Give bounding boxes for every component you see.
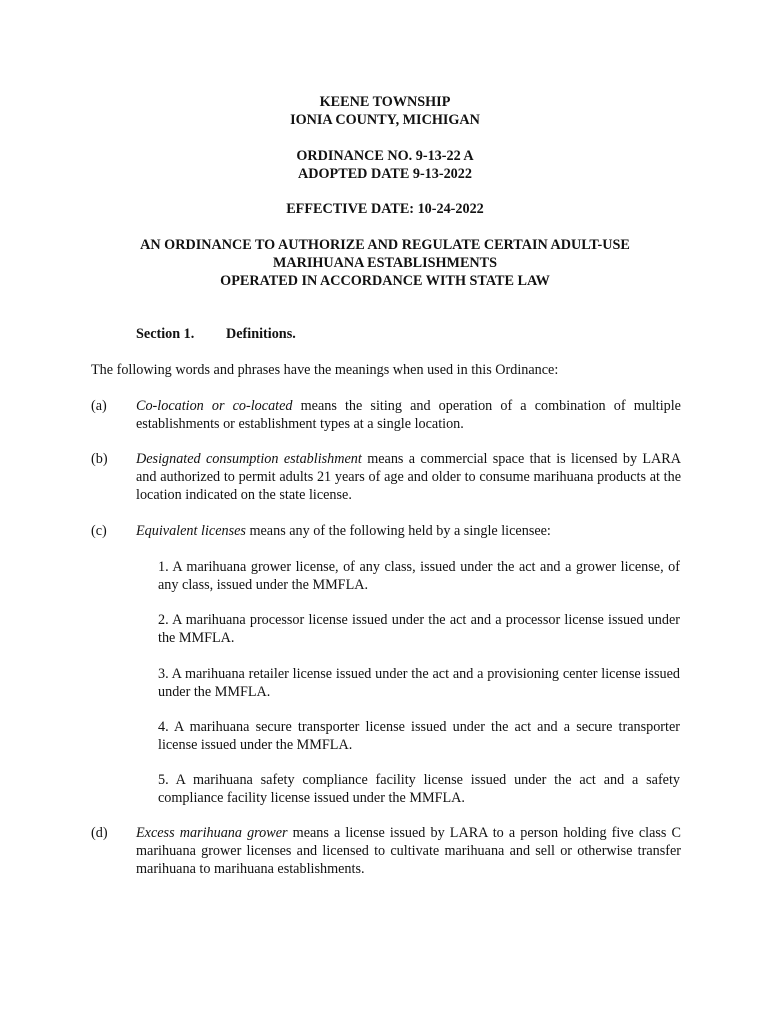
definition-term: Excess marihuana grower — [136, 825, 288, 841]
definition-term: Designated consumption establishment — [136, 451, 362, 467]
definition-body: means any of the following held by a single licensee: — [245, 523, 551, 539]
definition-label: (c) — [91, 523, 107, 539]
equivalent-license-item: 3. A marihuana retailer license issued under the act and a provisioning center license issued under the MMFLA. — [158, 666, 680, 700]
adopted-date: ADOPTED DATE 9-13-2022 — [298, 165, 472, 182]
equivalent-license-item: 5. A marihuana safety compliance facility license issued under the act and a safety compliance facility license issued under the MMFLA. — [158, 772, 680, 806]
definition-term: Equivalent licenses — [136, 523, 246, 539]
definition-label: (a) — [91, 398, 107, 414]
definition-body: means a license issued by LARA to a person holding five class C marihuana grower licenses and licensed to cultivate marihuana and sell or otherwise transfer marihuana to marihuana establishments. — [136, 825, 681, 877]
definition-text — [136, 523, 681, 541]
intro-paragraph: The following words and phrases have the meanings when used in this Ordinance: — [91, 362, 559, 378]
definition-text — [136, 398, 681, 434]
section-number: Section 1. — [136, 326, 195, 342]
title-line-3: OPERATED IN ACCORDANCE WITH STATE LAW — [220, 272, 550, 289]
definition-body: means a commercial space that is licensed by LARA and authorized to permit adults 21 years of age and older to consume marihuana products at the location indicated on the state license. — [136, 451, 682, 503]
effective-date: EFFECTIVE DATE: 10-24-2022 — [286, 201, 484, 217]
equivalent-license-item: 2. A marihuana processor license issued under the act and a processor license issued under the MMFLA. — [158, 612, 680, 646]
ordinance-number: ORDINANCE NO. 9-13-22 A — [296, 148, 474, 164]
township-name: KEENE TOWNSHIP — [319, 94, 451, 110]
definition-body: means the siting and operation of a combination of multiple establishments or establishment types at a single location. — [136, 398, 681, 432]
definition-label: (b) — [91, 451, 108, 467]
definition-text — [136, 451, 681, 504]
equivalent-license-item: 4. A marihuana secure transporter license issued under the act and a secure transporter license issued under the MMFLA. — [158, 719, 680, 753]
title-line-1: AN ORDINANCE TO AUTHORIZE AND REGULATE CERTAIN ADULT-USE — [140, 237, 630, 253]
definition-text — [136, 825, 681, 878]
title-line-2: MARIHUANA ESTABLISHMENTS — [272, 254, 498, 271]
ordinance-info — [0, 148, 770, 184]
county-name: IONIA COUNTY, MICHIGAN — [290, 111, 480, 128]
ordinance-title — [0, 237, 770, 290]
definition-term: Co-location or co-located — [136, 398, 293, 414]
section-title: Definitions. — [226, 326, 296, 342]
header-block — [0, 94, 770, 130]
definition-label: (d) — [91, 825, 108, 841]
equivalent-license-item: 1. A marihuana grower license, of any class, issued under the act and a grower license, of any class, issued under the MMFLA. — [158, 559, 680, 593]
